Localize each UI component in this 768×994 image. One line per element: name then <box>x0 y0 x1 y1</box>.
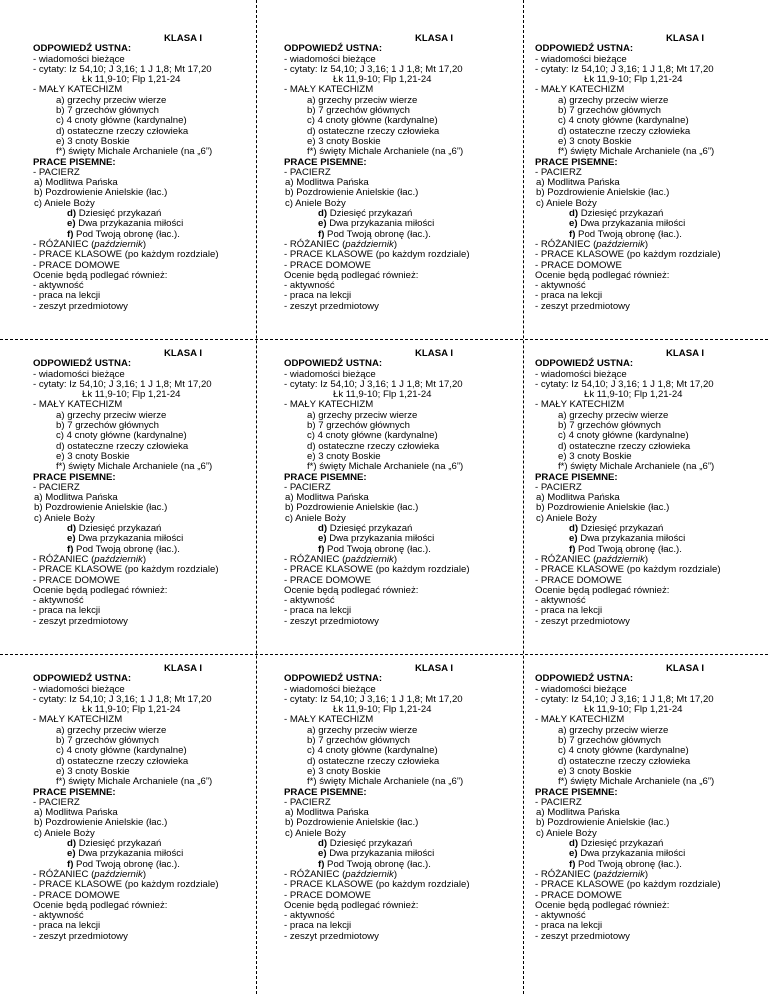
grading-card-6 <box>535 349 768 627</box>
written-item: b) Pozdrowienie Anielskie (łac.) <box>536 502 670 514</box>
oral-item: - wiadomości bieżące <box>33 368 125 380</box>
item-text: Dziesięć przykazań <box>327 523 413 535</box>
oral-item: - wiadomości bieżące <box>33 53 125 65</box>
item-letter: d) <box>569 208 579 220</box>
oral-item: e) 3 cnoty Boskie <box>56 135 130 147</box>
oral-item: - wiadomości bieżące <box>284 683 376 695</box>
written-item: - PACIERZ <box>535 481 582 493</box>
homework-item: - PRACE DOMOWE <box>535 259 622 271</box>
item-letter: e) <box>569 218 578 230</box>
oral-item: d) ostateczne rzeczy człowieka <box>56 125 189 137</box>
written-item: - PACIERZ <box>535 796 582 808</box>
rosary-month: październik <box>345 553 394 565</box>
oral-item: d) ostateczne rzeczy człowieka <box>307 755 440 767</box>
item-letter: f) <box>67 228 74 240</box>
oral-item: c) 4 cnoty główne (kardynalne) <box>558 430 689 442</box>
oral-item: a) grzechy przeciw wierze <box>558 409 669 421</box>
rosary-label: - RÓŻANIEC ( <box>535 238 597 250</box>
oral-item: - MAŁY KATECHIZM <box>535 714 625 726</box>
item-text: Pod Twoją obronę (łac.). <box>575 858 682 870</box>
written-item: b) Pozdrowienie Anielskie (łac.) <box>536 817 670 829</box>
oral-item: f*) święty Michale Archaniele (na „6”) <box>307 461 464 473</box>
written-item: - PACIERZ <box>33 481 80 493</box>
also-item: - zeszyt przedmiotowy <box>33 930 128 942</box>
oral-item: - wiadomości bieżące <box>535 368 627 380</box>
also-item: - praca na lekcji <box>284 920 352 932</box>
oral-item: b) 7 grzechów głównych <box>56 735 159 747</box>
item-letter: d) <box>67 838 77 850</box>
class-work-item: - PRACE KLASOWE (po każdym rozdziale) <box>33 249 219 261</box>
rosary-month: październik <box>94 868 143 880</box>
oral-item: e) 3 cnoty Boskie <box>56 450 130 462</box>
written-heading: PRACE PISEMNE: <box>33 471 116 483</box>
oral-item: b) 7 grzechów głównych <box>558 735 661 747</box>
oral-item: - MAŁY KATECHIZM <box>284 714 374 726</box>
rosary-close: ) <box>644 868 649 880</box>
homework-item: - PRACE DOMOWE <box>33 574 120 586</box>
item-text: Dwa przykazania miłości <box>577 218 686 230</box>
oral-item: c) 4 cnoty główne (kardynalne) <box>56 115 187 127</box>
oral-item: e) 3 cnoty Boskie <box>56 765 130 777</box>
written-item: c) Aniele Boży <box>34 827 95 839</box>
item-text: Dziesięć przykazań <box>578 523 664 535</box>
rosary-close: ) <box>644 238 649 250</box>
oral-heading: ODPOWIEDŹ USTNA: <box>284 358 383 370</box>
homework-item: - PRACE DOMOWE <box>33 259 120 271</box>
oral-item: b) 7 grzechów głównych <box>558 420 661 432</box>
also-heading: Ocenie będą podlegać również: <box>535 584 670 596</box>
written-item: a) Modlitwa Pańska <box>285 807 369 819</box>
oral-item: - MAŁY KATECHIZM <box>535 84 625 96</box>
item-text: Dziesięć przykazań <box>76 523 162 535</box>
oral-item: c) 4 cnoty główne (kardynalne) <box>307 430 438 442</box>
item-text: Pod Twoją obronę (łac.). <box>73 543 180 555</box>
class-work-item: - PRACE KLASOWE (po każdym rozdziale) <box>33 564 219 576</box>
oral-heading: ODPOWIEDŹ USTNA: <box>535 43 634 55</box>
written-item: c) Aniele Boży <box>536 512 597 524</box>
item-letter: e) <box>67 848 76 860</box>
oral-item: - MAŁY KATECHIZM <box>33 714 123 726</box>
oral-item: c) 4 cnoty główne (kardynalne) <box>56 430 187 442</box>
oral-item: c) 4 cnoty główne (kardynalne) <box>558 745 689 757</box>
rosary-close: ) <box>393 868 398 880</box>
oral-heading: ODPOWIEDŹ USTNA: <box>535 673 634 685</box>
also-item: - zeszyt przedmiotowy <box>284 300 379 312</box>
class-work-item: - PRACE KLASOWE (po każdym rozdziale) <box>535 249 721 261</box>
also-heading: Ocenie będą podlegać również: <box>33 899 168 911</box>
grading-card-1 <box>33 34 273 312</box>
item-text: Pod Twoją obronę (łac.). <box>324 858 431 870</box>
item-text: Dwa przykazania miłości <box>577 848 686 860</box>
item-text: Dwa przykazania miłości <box>326 533 435 545</box>
class-work-item: - PRACE KLASOWE (po każdym rozdziale) <box>33 879 219 891</box>
homework-item: - PRACE DOMOWE <box>33 889 120 901</box>
card-title: KLASA I <box>163 663 203 674</box>
oral-item: e) 3 cnoty Boskie <box>307 135 381 147</box>
oral-item: Łk 11,9-10; Flp 1,21-24 <box>333 74 432 86</box>
written-heading: PRACE PISEMNE: <box>284 156 367 168</box>
oral-item: d) ostateczne rzeczy człowieka <box>558 440 691 452</box>
also-item: - aktywność <box>535 595 586 607</box>
oral-item: d) ostateczne rzeczy człowieka <box>558 755 691 767</box>
oral-item: a) grzechy przeciw wierze <box>307 724 418 736</box>
item-text: Dziesięć przykazań <box>76 838 162 850</box>
also-item: - zeszyt przedmiotowy <box>535 615 630 627</box>
item-letter: e) <box>67 533 76 545</box>
also-heading: Ocenie będą podlegać również: <box>535 899 670 911</box>
oral-item: d) ostateczne rzeczy człowieka <box>56 440 189 452</box>
written-heading: PRACE PISEMNE: <box>535 471 618 483</box>
oral-heading: ODPOWIEDŹ USTNA: <box>284 673 383 685</box>
item-text: Pod Twoją obronę (łac.). <box>73 858 180 870</box>
rosary-close: ) <box>644 553 649 565</box>
oral-item: f*) święty Michale Archaniele (na „6”) <box>307 146 464 158</box>
oral-item: b) 7 grzechów głównych <box>558 105 661 117</box>
card-title: KLASA I <box>414 663 454 674</box>
written-item: b) Pozdrowienie Anielskie (łac.) <box>536 187 670 199</box>
oral-item: - MAŁY KATECHIZM <box>284 399 374 411</box>
also-item: - aktywność <box>284 280 335 292</box>
item-letter: e) <box>318 848 327 860</box>
oral-item: d) ostateczne rzeczy człowieka <box>307 125 440 137</box>
oral-item: Łk 11,9-10; Flp 1,21-24 <box>82 74 181 86</box>
oral-item: f*) święty Michale Archaniele (na „6”) <box>56 146 213 158</box>
item-text: Pod Twoją obronę (łac.). <box>575 543 682 555</box>
oral-item: c) 4 cnoty główne (kardynalne) <box>307 745 438 757</box>
also-item: - zeszyt przedmiotowy <box>284 930 379 942</box>
written-item: - PACIERZ <box>284 166 331 178</box>
oral-item: e) 3 cnoty Boskie <box>307 450 381 462</box>
also-item: - praca na lekcji <box>33 290 101 302</box>
item-text: Pod Twoją obronę (łac.). <box>73 228 180 240</box>
item-text: Dziesięć przykazań <box>327 208 413 220</box>
item-letter: f) <box>318 543 325 555</box>
also-heading: Ocenie będą podlegać również: <box>33 584 168 596</box>
also-item: - aktywność <box>33 595 84 607</box>
also-item: - aktywność <box>284 910 335 922</box>
written-item: - PACIERZ <box>33 796 80 808</box>
oral-item: - wiadomości bieżące <box>535 53 627 65</box>
oral-item: b) 7 grzechów głównych <box>56 420 159 432</box>
rosary-close: ) <box>393 238 398 250</box>
oral-item: b) 7 grzechów głównych <box>307 105 410 117</box>
oral-item: e) 3 cnoty Boskie <box>558 765 632 777</box>
also-heading: Ocenie będą podlegać również: <box>284 899 419 911</box>
oral-item: c) 4 cnoty główne (kardynalne) <box>307 115 438 127</box>
written-item: c) Aniele Boży <box>285 827 346 839</box>
also-heading: Ocenie będą podlegać również: <box>284 269 419 281</box>
also-item: - aktywność <box>33 910 84 922</box>
also-item: - praca na lekcji <box>535 290 603 302</box>
homework-item: - PRACE DOMOWE <box>535 889 622 901</box>
item-letter: f) <box>67 858 74 870</box>
oral-item: - wiadomości bieżące <box>535 683 627 695</box>
item-letter: f) <box>569 543 576 555</box>
oral-item: a) grzechy przeciw wierze <box>558 94 669 106</box>
oral-item: Łk 11,9-10; Flp 1,21-24 <box>333 704 432 716</box>
oral-item: - MAŁY KATECHIZM <box>535 399 625 411</box>
written-item: b) Pozdrowienie Anielskie (łac.) <box>34 502 168 514</box>
written-item: a) Modlitwa Pańska <box>34 177 118 189</box>
class-work-item: - PRACE KLASOWE (po każdym rozdziale) <box>535 564 721 576</box>
item-letter: e) <box>569 533 578 545</box>
oral-item: - cytaty: Iz 54,10; J 3,16; 1 J 1,8; Mt 17,20 <box>535 63 714 75</box>
oral-item: a) grzechy przeciw wierze <box>56 94 167 106</box>
oral-item: - cytaty: Iz 54,10; J 3,16; 1 J 1,8; Mt 17,20 <box>33 693 212 705</box>
oral-item: f*) święty Michale Archaniele (na „6”) <box>56 776 213 788</box>
homework-item: - PRACE DOMOWE <box>535 574 622 586</box>
oral-item: a) grzechy przeciw wierze <box>307 409 418 421</box>
rosary-month: październik <box>596 553 645 565</box>
also-item: - zeszyt przedmiotowy <box>284 615 379 627</box>
grading-card-7 <box>33 664 273 942</box>
written-item: b) Pozdrowienie Anielskie (łac.) <box>285 502 419 514</box>
also-item: - praca na lekcji <box>284 605 352 617</box>
item-text: Dziesięć przykazań <box>578 838 664 850</box>
oral-heading: ODPOWIEDŹ USTNA: <box>284 43 383 55</box>
item-letter: e) <box>318 218 327 230</box>
item-letter: e) <box>569 848 578 860</box>
oral-item: a) grzechy przeciw wierze <box>558 724 669 736</box>
grading-card-4 <box>33 349 273 627</box>
oral-item: Łk 11,9-10; Flp 1,21-24 <box>333 389 432 401</box>
written-heading: PRACE PISEMNE: <box>535 786 618 798</box>
oral-item: c) 4 cnoty główne (kardynalne) <box>56 745 187 757</box>
item-text: Dwa przykazania miłości <box>75 218 184 230</box>
rosary-month: październik <box>596 238 645 250</box>
card-title: KLASA I <box>163 33 203 44</box>
oral-item: - cytaty: Iz 54,10; J 3,16; 1 J 1,8; Mt 17,20 <box>284 63 463 75</box>
rosary-label: - RÓŻANIEC ( <box>33 238 95 250</box>
written-item: a) Modlitwa Pańska <box>285 177 369 189</box>
written-item: a) Modlitwa Pańska <box>285 492 369 504</box>
oral-item: e) 3 cnoty Boskie <box>558 135 632 147</box>
oral-item: e) 3 cnoty Boskie <box>307 765 381 777</box>
also-item: - praca na lekcji <box>33 605 101 617</box>
also-item: - praca na lekcji <box>33 920 101 932</box>
item-letter: f) <box>569 228 576 240</box>
also-heading: Ocenie będą podlegać również: <box>284 584 419 596</box>
class-work-item: - PRACE KLASOWE (po każdym rozdziale) <box>284 249 470 261</box>
oral-item: b) 7 grzechów głównych <box>307 420 410 432</box>
written-item: b) Pozdrowienie Anielskie (łac.) <box>34 187 168 199</box>
also-item: - praca na lekcji <box>284 290 352 302</box>
also-item: - aktywność <box>33 280 84 292</box>
written-item: c) Aniele Boży <box>536 197 597 209</box>
oral-item: - cytaty: Iz 54,10; J 3,16; 1 J 1,8; Mt 17,20 <box>33 63 212 75</box>
card-title: KLASA I <box>665 348 705 359</box>
written-item: a) Modlitwa Pańska <box>536 492 620 504</box>
written-heading: PRACE PISEMNE: <box>284 471 367 483</box>
rosary-label: - RÓŻANIEC ( <box>33 553 95 565</box>
item-letter: d) <box>67 523 77 535</box>
item-letter: d) <box>569 523 579 535</box>
written-item: b) Pozdrowienie Anielskie (łac.) <box>285 817 419 829</box>
oral-item: - cytaty: Iz 54,10; J 3,16; 1 J 1,8; Mt 17,20 <box>33 378 212 390</box>
oral-item: - wiadomości bieżące <box>33 683 125 695</box>
item-letter: d) <box>318 838 328 850</box>
oral-item: - MAŁY KATECHIZM <box>33 399 123 411</box>
item-text: Dwa przykazania miłości <box>326 218 435 230</box>
rosary-label: - RÓŻANIEC ( <box>284 868 346 880</box>
written-item: a) Modlitwa Pańska <box>34 492 118 504</box>
oral-heading: ODPOWIEDŹ USTNA: <box>33 358 132 370</box>
also-item: - zeszyt przedmiotowy <box>33 300 128 312</box>
item-letter: e) <box>67 218 76 230</box>
oral-heading: ODPOWIEDŹ USTNA: <box>33 673 132 685</box>
oral-item: - cytaty: Iz 54,10; J 3,16; 1 J 1,8; Mt 17,20 <box>535 378 714 390</box>
oral-item: b) 7 grzechów głównych <box>307 735 410 747</box>
written-item: - PACIERZ <box>33 166 80 178</box>
item-letter: d) <box>569 838 579 850</box>
oral-item: a) grzechy przeciw wierze <box>56 724 167 736</box>
rosary-month: październik <box>596 868 645 880</box>
also-item: - zeszyt przedmiotowy <box>33 615 128 627</box>
written-heading: PRACE PISEMNE: <box>535 156 618 168</box>
card-title: KLASA I <box>163 348 203 359</box>
also-item: - aktywność <box>535 280 586 292</box>
written-heading: PRACE PISEMNE: <box>33 156 116 168</box>
item-text: Pod Twoją obronę (łac.). <box>324 228 431 240</box>
oral-heading: ODPOWIEDŹ USTNA: <box>33 43 132 55</box>
oral-item: f*) święty Michale Archaniele (na „6”) <box>558 461 715 473</box>
rosary-label: - RÓŻANIEC ( <box>33 868 95 880</box>
rosary-month: październik <box>94 238 143 250</box>
oral-item: - MAŁY KATECHIZM <box>284 84 374 96</box>
also-heading: Ocenie będą podlegać również: <box>535 269 670 281</box>
grading-card-5 <box>284 349 524 627</box>
oral-item: f*) święty Michale Archaniele (na „6”) <box>307 776 464 788</box>
written-item: - PACIERZ <box>535 166 582 178</box>
oral-item: Łk 11,9-10; Flp 1,21-24 <box>584 389 683 401</box>
item-text: Dziesięć przykazań <box>76 208 162 220</box>
homework-item: - PRACE DOMOWE <box>284 574 371 586</box>
also-item: - praca na lekcji <box>535 920 603 932</box>
oral-item: a) grzechy przeciw wierze <box>56 409 167 421</box>
rosary-close: ) <box>393 553 398 565</box>
oral-item: d) ostateczne rzeczy człowieka <box>56 755 189 767</box>
item-letter: f) <box>318 228 325 240</box>
oral-item: - cytaty: Iz 54,10; J 3,16; 1 J 1,8; Mt 17,20 <box>284 693 463 705</box>
rosary-month: październik <box>94 553 143 565</box>
also-item: - zeszyt przedmiotowy <box>535 300 630 312</box>
grading-card-2 <box>284 34 524 312</box>
grading-card-8 <box>284 664 524 942</box>
rosary-label: - RÓŻANIEC ( <box>284 553 346 565</box>
rosary-month: październik <box>345 238 394 250</box>
written-item: a) Modlitwa Pańska <box>34 807 118 819</box>
item-letter: f) <box>67 543 74 555</box>
written-item: a) Modlitwa Pańska <box>536 177 620 189</box>
also-heading: Ocenie będą podlegać również: <box>33 269 168 281</box>
card-title: KLASA I <box>414 348 454 359</box>
written-item: c) Aniele Boży <box>536 827 597 839</box>
class-work-item: - PRACE KLASOWE (po każdym rozdziale) <box>284 879 470 891</box>
written-item: c) Aniele Boży <box>34 197 95 209</box>
item-letter: e) <box>318 533 327 545</box>
oral-item: f*) święty Michale Archaniele (na „6”) <box>558 776 715 788</box>
also-item: - zeszyt przedmiotowy <box>535 930 630 942</box>
also-item: - aktywność <box>535 910 586 922</box>
oral-item: e) 3 cnoty Boskie <box>558 450 632 462</box>
oral-item: c) 4 cnoty główne (kardynalne) <box>558 115 689 127</box>
rosary-close: ) <box>142 238 147 250</box>
oral-item: Łk 11,9-10; Flp 1,21-24 <box>584 74 683 86</box>
item-text: Pod Twoją obronę (łac.). <box>324 543 431 555</box>
rosary-label: - RÓŻANIEC ( <box>284 238 346 250</box>
horizontal-cut-line-1 <box>0 339 768 340</box>
item-letter: f) <box>318 858 325 870</box>
card-title: KLASA I <box>665 663 705 674</box>
oral-item: Łk 11,9-10; Flp 1,21-24 <box>82 704 181 716</box>
oral-item: b) 7 grzechów głównych <box>56 105 159 117</box>
item-letter: d) <box>318 523 328 535</box>
rosary-close: ) <box>142 553 147 565</box>
item-text: Dziesięć przykazań <box>578 208 664 220</box>
item-text: Dwa przykazania miłości <box>75 533 184 545</box>
written-item: c) Aniele Boży <box>285 197 346 209</box>
grading-card-9 <box>535 664 768 942</box>
oral-item: - MAŁY KATECHIZM <box>33 84 123 96</box>
oral-item: - cytaty: Iz 54,10; J 3,16; 1 J 1,8; Mt 17,20 <box>535 693 714 705</box>
also-item: - aktywność <box>284 595 335 607</box>
oral-item: Łk 11,9-10; Flp 1,21-24 <box>584 704 683 716</box>
written-heading: PRACE PISEMNE: <box>284 786 367 798</box>
card-title: KLASA I <box>414 33 454 44</box>
homework-item: - PRACE DOMOWE <box>284 259 371 271</box>
homework-item: - PRACE DOMOWE <box>284 889 371 901</box>
oral-item: d) ostateczne rzeczy człowieka <box>558 125 691 137</box>
item-text: Pod Twoją obronę (łac.). <box>575 228 682 240</box>
oral-item: f*) święty Michale Archaniele (na „6”) <box>56 461 213 473</box>
oral-item: - wiadomości bieżące <box>284 368 376 380</box>
written-item: a) Modlitwa Pańska <box>536 807 620 819</box>
oral-item: - cytaty: Iz 54,10; J 3,16; 1 J 1,8; Mt 17,20 <box>284 378 463 390</box>
rosary-label: - RÓŻANIEC ( <box>535 868 597 880</box>
item-text: Dwa przykazania miłości <box>326 848 435 860</box>
written-item: b) Pozdrowienie Anielskie (łac.) <box>285 187 419 199</box>
oral-heading: ODPOWIEDŹ USTNA: <box>535 358 634 370</box>
rosary-label: - RÓŻANIEC ( <box>535 553 597 565</box>
class-work-item: - PRACE KLASOWE (po każdym rozdziale) <box>284 564 470 576</box>
written-item: c) Aniele Boży <box>34 512 95 524</box>
oral-item: Łk 11,9-10; Flp 1,21-24 <box>82 389 181 401</box>
item-letter: d) <box>318 208 328 220</box>
oral-item: f*) święty Michale Archaniele (na „6”) <box>558 146 715 158</box>
written-item: b) Pozdrowienie Anielskie (łac.) <box>34 817 168 829</box>
oral-item: a) grzechy przeciw wierze <box>307 94 418 106</box>
grading-card-3 <box>535 34 768 312</box>
horizontal-cut-line-2 <box>0 654 768 655</box>
card-title: KLASA I <box>665 33 705 44</box>
item-letter: f) <box>569 858 576 870</box>
item-letter: d) <box>67 208 77 220</box>
written-item: - PACIERZ <box>284 481 331 493</box>
class-work-item: - PRACE KLASOWE (po każdym rozdziale) <box>535 879 721 891</box>
item-text: Dwa przykazania miłości <box>577 533 686 545</box>
rosary-month: październik <box>345 868 394 880</box>
item-text: Dwa przykazania miłości <box>75 848 184 860</box>
written-item: - PACIERZ <box>284 796 331 808</box>
also-item: - praca na lekcji <box>535 605 603 617</box>
rosary-close: ) <box>142 868 147 880</box>
oral-item: - wiadomości bieżące <box>284 53 376 65</box>
written-heading: PRACE PISEMNE: <box>33 786 116 798</box>
written-item: c) Aniele Boży <box>285 512 346 524</box>
item-text: Dziesięć przykazań <box>327 838 413 850</box>
oral-item: d) ostateczne rzeczy człowieka <box>307 440 440 452</box>
